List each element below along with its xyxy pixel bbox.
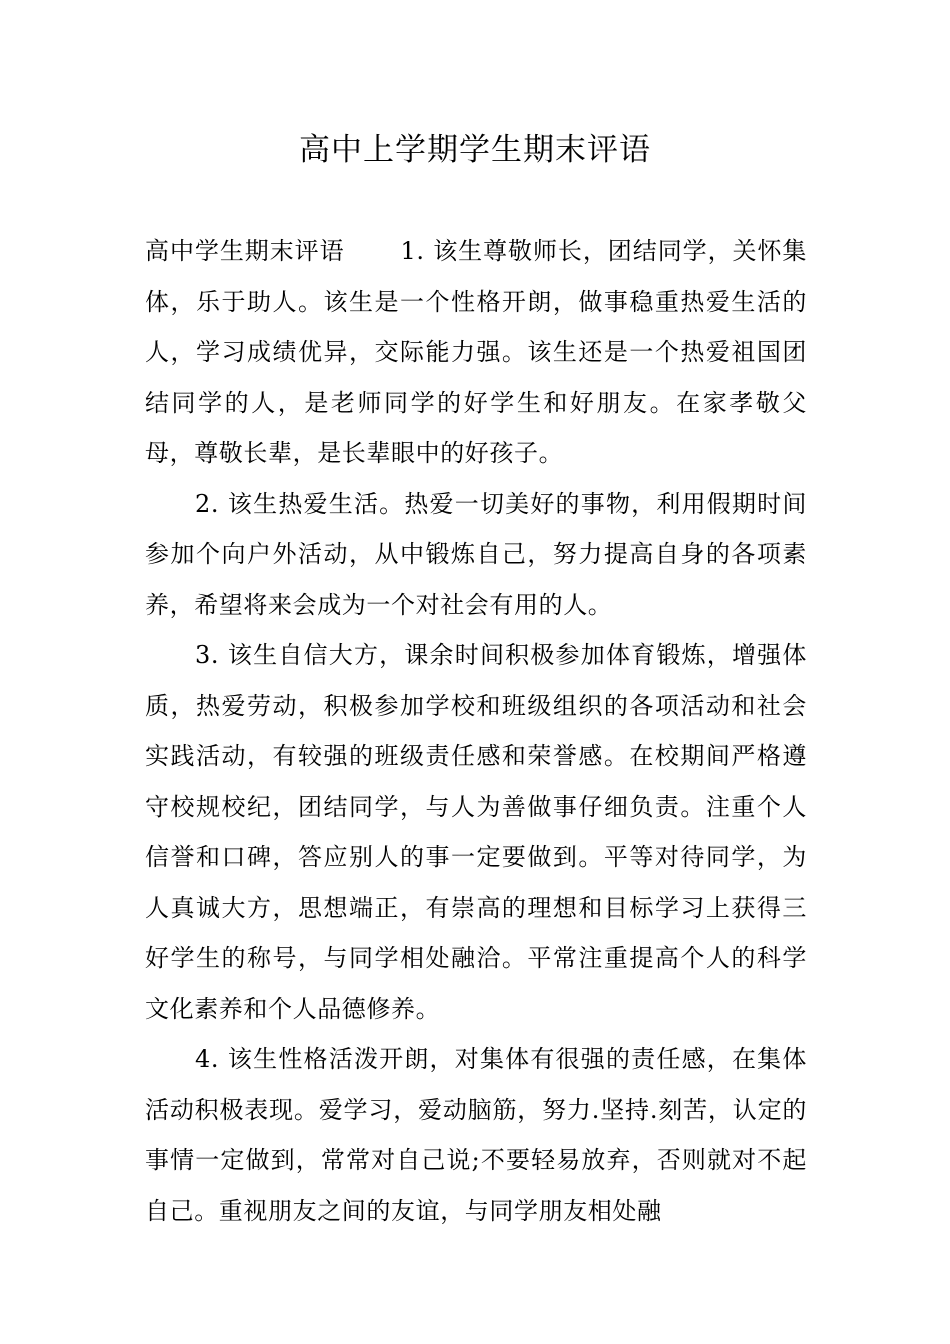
paragraph-1	[145, 226, 807, 479]
paragraph-1-text: 1. 该生尊敬师长，团结同学，关怀集体，乐于助人。该生是一个性格开朗，做事稳重热爱生活的人，学习成绩优异，交际能力强。该生还是一个热爱祖国团结同学的人，是老师同学的好学生和好朋友。在家孝敬父母，尊敬长辈，是长辈眼中的好孩子。	[145, 237, 807, 467]
document-body	[145, 226, 807, 1236]
lead-label: 高中学生期末评语	[145, 237, 345, 265]
paragraph-2: 2. 该生热爱生活。热爱一切美好的事物，利用假期时间参加个向户外活动，从中锻炼自己，努力提高自身的各项素养，希望将来会成为一个对社会有用的人。	[145, 489, 807, 619]
paragraph-4: 4. 该生性格活泼开朗，对集体有很强的责任感，在集体活动积极表现。爱学习，爱动脑筋，努力.坚持.刻苦，认定的事情一定做到，常常对自己说;不要轻易放弃，否则就对不起自己。重视朋友之间的友谊，与同学朋友相处融	[145, 1045, 807, 1225]
paragraph-3: 3. 该生自信大方，课余时间积极参加体育锻炼，增强体质，热爱劳动，积极参加学校和班级组织的各项活动和社会实践活动，有较强的班级责任感和荣誉感。在校期间严格遵守校规校纪，团结同学，与人为善做事仔细负责。注重个人信誉和口碑，答应别人的事一定要做到。平等对待同学，为人真诚大方，思想端正，有崇高的理想和目标学习上获得三好学生的称号，与同学相处融洽。平常注重提高个人的科学文化素养和个人品德修养。	[145, 641, 807, 1023]
document-title: 高中上学期学生期末评语	[299, 132, 651, 168]
